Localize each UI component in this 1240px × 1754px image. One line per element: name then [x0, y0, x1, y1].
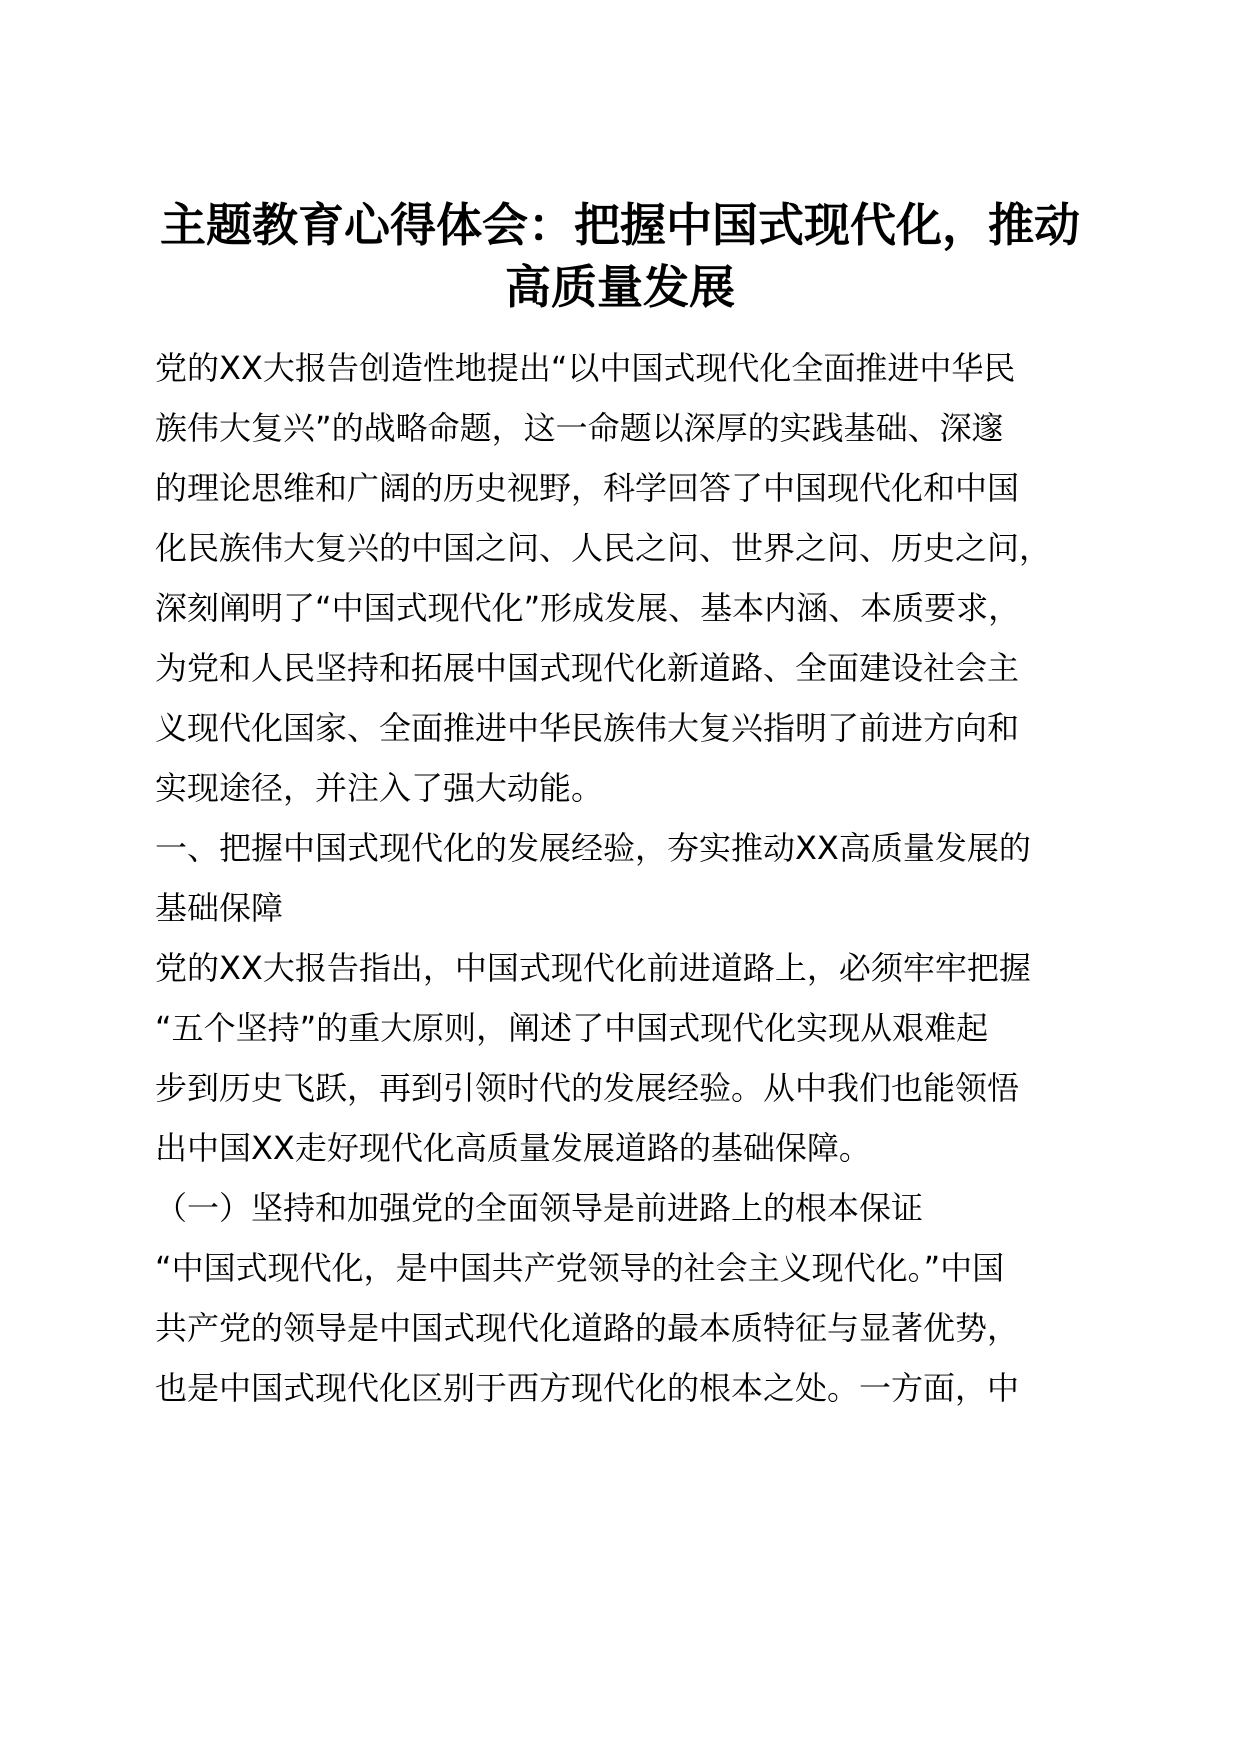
body-text-line: 实现途径，并注入了强大动能。	[155, 769, 604, 807]
body-text-line: 党的XX大报告指出，中国式现代化前进道路上，必须牢牢把握	[155, 949, 1031, 987]
body-text-line: 的理论思维和广阔的历史视野，科学回答了中国现代化和中国	[155, 469, 1020, 507]
section-heading-line: 一、把握中国式现代化的发展经验，夯实推动XX高质量发展的	[155, 829, 1031, 867]
body-text-line: 义现代化国家、全面推进中华民族伟大复兴指明了前进方向和	[155, 709, 1020, 747]
body-text-line: 为党和人民坚持和拓展中国式现代化新道路、全面建设社会主	[155, 649, 1020, 687]
body-text-line: “中国式现代化，是中国共产党领导的社会主义现代化。”中国	[155, 1249, 1005, 1287]
document-title-line-1: 主题教育心得体会：把握中国式现代化，推动	[160, 198, 1080, 252]
body-text-line: 族伟大复兴”的战略命题，这一命题以深厚的实践基础、深邃	[155, 409, 1004, 447]
body-text-line: 化民族伟大复兴的中国之问、人民之问、世界之问、历史之问，	[155, 529, 1052, 567]
body-text-line: “五个坚持”的重大原则，阐述了中国式现代化实现从艰难起	[155, 1009, 989, 1047]
subsection-heading-line: （一）坚持和加强党的全面领导是前进路上的根本保证	[155, 1189, 924, 1227]
section-heading-line: 基础保障	[155, 889, 284, 927]
body-text-line: 也是中国式现代化区别于西方现代化的根本之处。一方面，中	[155, 1369, 1020, 1407]
body-text-line: 共产党的领导是中国式现代化道路的最本质特征与显著优势，	[155, 1309, 1020, 1347]
body-text-line: 出中国XX走好现代化高质量发展道路的基础保障。	[155, 1129, 871, 1167]
body-text-line: 步到历史飞跃，再到引领时代的发展经验。从中我们也能领悟	[155, 1069, 1020, 1107]
document-title-line-2: 高质量发展	[505, 260, 735, 314]
body-text-line: 深刻阐明了“中国式现代化”形成发展、基本内涵、本质要求，	[155, 589, 1021, 627]
body-text-line: 党的XX大报告创造性地提出“以中国式现代化全面推进中华民	[155, 349, 1016, 387]
